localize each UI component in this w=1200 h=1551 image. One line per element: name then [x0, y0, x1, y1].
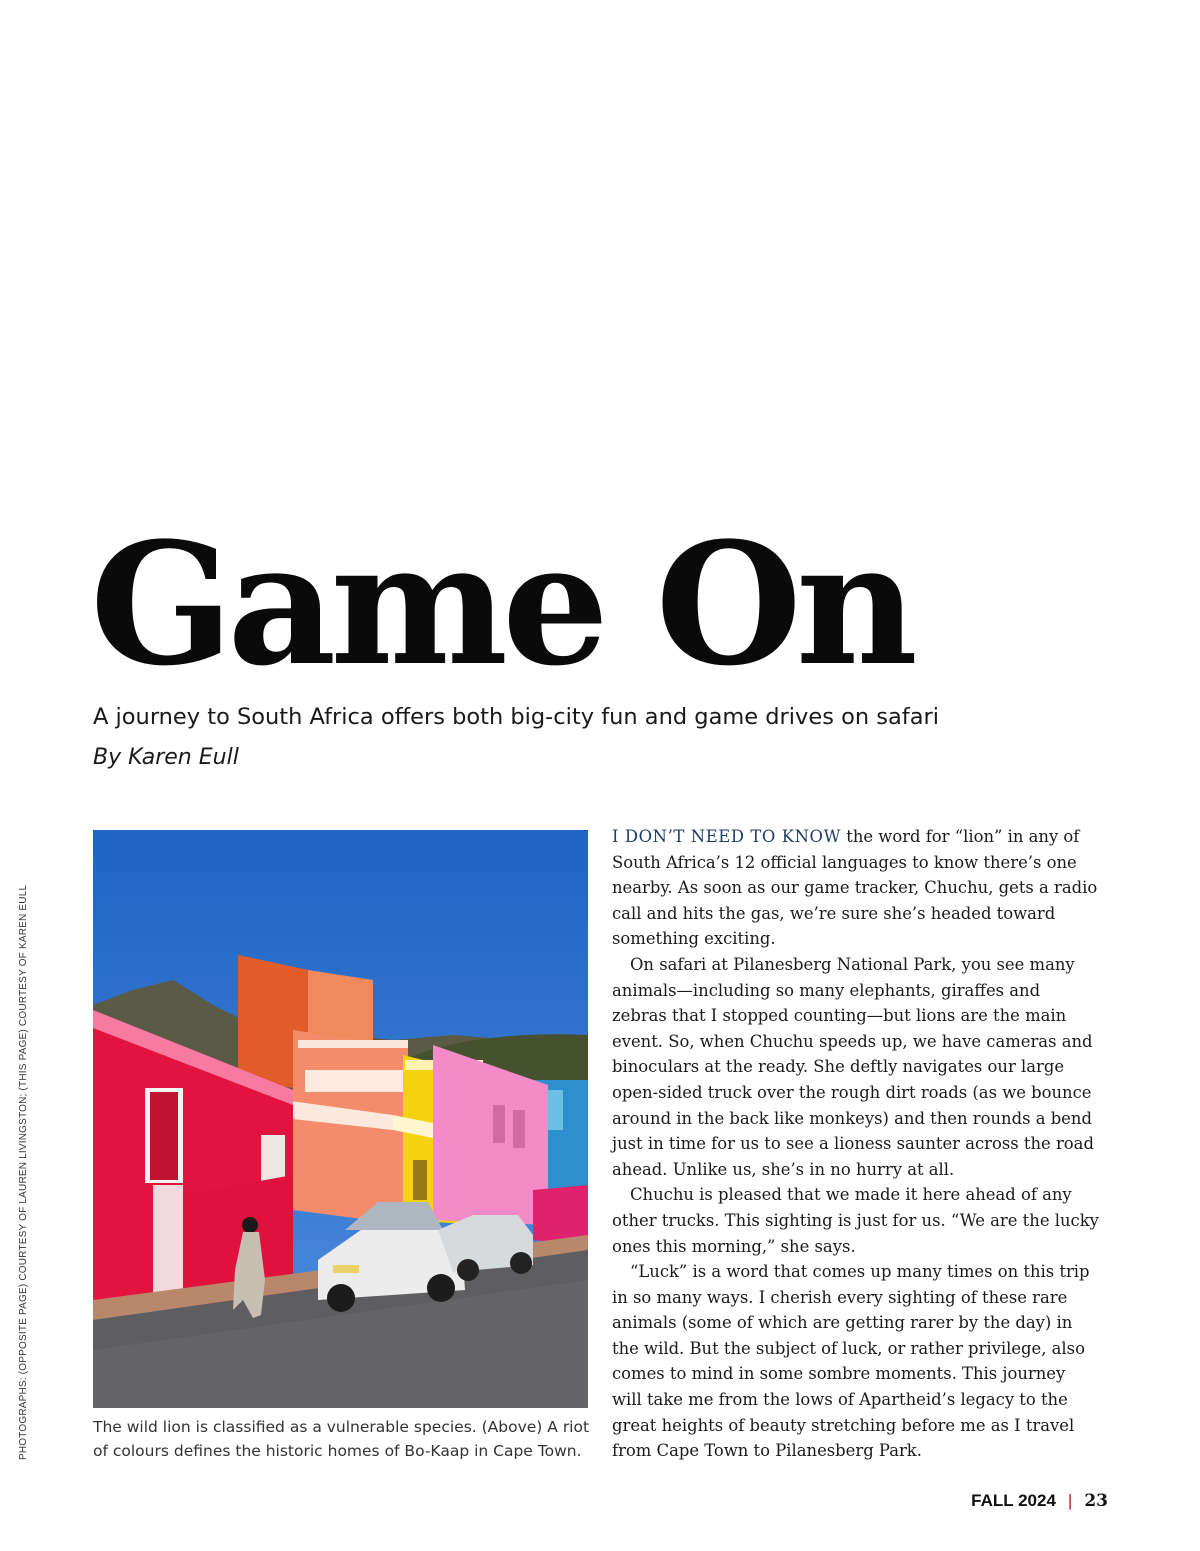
photo-caption: The wild lion is classified as a vulnerable species. (Above) A riot of colours defines the historic homes of Bo-Kaap in Cape Town. [93, 1418, 590, 1460]
article-byline: By Karen Eull [93, 745, 239, 770]
article-body [612, 824, 1100, 1464]
page-number: 23 [1084, 1491, 1108, 1511]
bo-kaap-photo [93, 830, 588, 1408]
lead-in: I DON’T NEED TO KNOW [612, 827, 842, 846]
body-paragraph [612, 824, 1100, 952]
body-paragraph: “Luck” is a word that comes up many times on this trip in so many ways. I cherish every sighting of these rare animals (some of which are getting rarer by the day) in the wild. But the subject of luck, or rather privilege, also comes to mind in some sombre moments. This journey will take me from the lows of Apartheid’s legacy to the great heights of beauty stretching before me as I travel from Cape Town to Pilanesberg Park. [612, 1262, 1090, 1461]
folio-separator: | [1067, 1491, 1073, 1510]
issue-label: FALL 2024 [971, 1491, 1056, 1510]
paragraph-text: the word for “lion” in any of South Africa’s 12 official languages to know there’s one nearby. As soon as our game tracker, Chuchu, gets a radio call and hits the gas, we’re sure she’s headed toward something exciting. [612, 827, 1098, 949]
body-paragraph: Chuchu is pleased that we made it here ahead of any other trucks. This sighting is just for us. “We are the lucky ones this morning,” she says. [612, 1185, 1099, 1256]
body-paragraph: On safari at Pilanesberg National Park, you see many animals—including so many elephants, giraffes and zebras that I stopped counting—but lions are the main event. So, when Chuchu speeds up, we have cameras and binoculars at the ready. She deftly navigates our large open-sided truck over the rough dirt roads (as we bounce around in the back like monkeys) and then rounds a bend just in time for us to see a lioness saunter across the road ahead. Unlike us, she’s in no hurry at all. [612, 954, 1094, 1179]
article-headline: Game On [90, 505, 912, 703]
photo-credit: PHOTOGRAPHS: (OPPOSITE PAGE) COURTESY OF LAUREN LIVINGSTON; (THIS PAGE) COURTESY OF KAREN EULL [18, 884, 29, 1460]
article-dek: A journey to South Africa offers both big-city fun and game drives on safari [93, 704, 939, 730]
page-folio [971, 1491, 1108, 1511]
